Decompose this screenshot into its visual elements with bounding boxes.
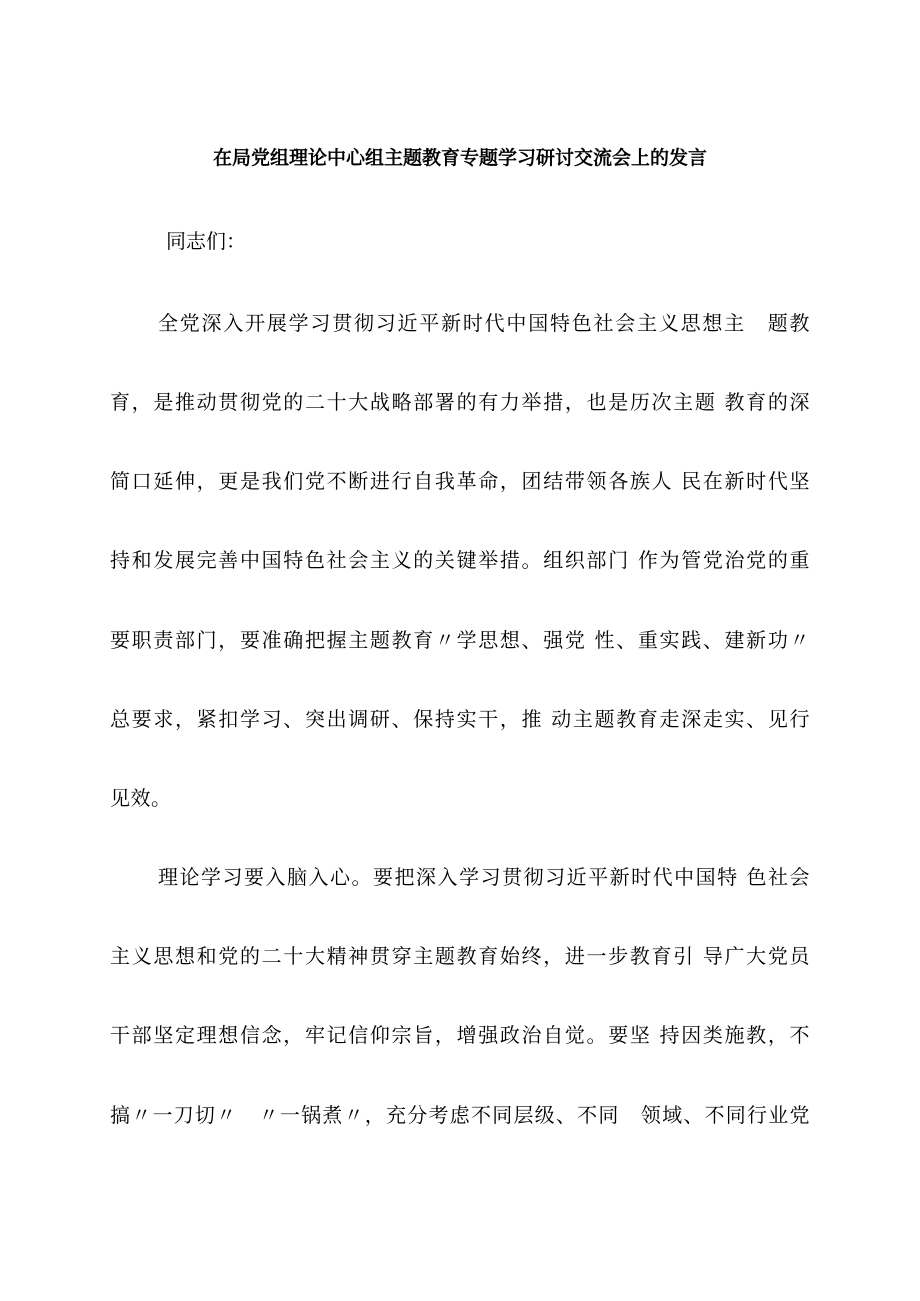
document-title: 在局党组理论中心组主题教育专题学习研讨交流会上的发言: [212, 147, 707, 169]
paragraph-1-line-7: 见效。: [110, 786, 172, 810]
paragraph-2-line-2: 主义思想和党的二十大精神贯穿主题教育始终，进一步教育引 导广大党员: [110, 944, 810, 968]
paragraph-1-line-5: 要职责部门，要准确把握主题教育〃学思想、强党 性、重实践、建新功〃: [110, 628, 810, 652]
paragraph-1-line-2: 育，是推动贯彻党的二十大战略部署的有力举措，也是历次主题 教育的深: [110, 390, 810, 414]
paragraph-2-line-3: 干部坚定理想信念，牢记信仰宗旨，增强政治自觉。要坚 持因类施教，不: [110, 1023, 810, 1047]
paragraph-2-line-1: 理论学习要入脑入心。要把深入学习贯彻习近平新时代中国特 色社会: [158, 865, 810, 889]
paragraph-1-line-1: 全党深入开展学习贯彻习近平新时代中国特色社会主义思想主 题教: [158, 311, 810, 335]
paragraph-1-line-6: 总要求，紧扣学习、突出调研、保持实干，推 动主题教育走深走实、见行: [110, 707, 810, 731]
paragraph-1-line-4: 持和发展完善中国特色社会主义的关键举措。组织部门 作为管党治党的重: [110, 548, 810, 572]
salutation: 同志们：: [166, 229, 246, 253]
paragraph-2-line-4: 搞〃一刀切〃 〃一锅煮〃，充分考虑不同层级、不同 领域、不同行业党: [110, 1103, 810, 1127]
paragraph-1-line-3: 简口延伸，更是我们党不断进行自我革命，团结带领各族人 民在新时代坚: [110, 469, 810, 493]
